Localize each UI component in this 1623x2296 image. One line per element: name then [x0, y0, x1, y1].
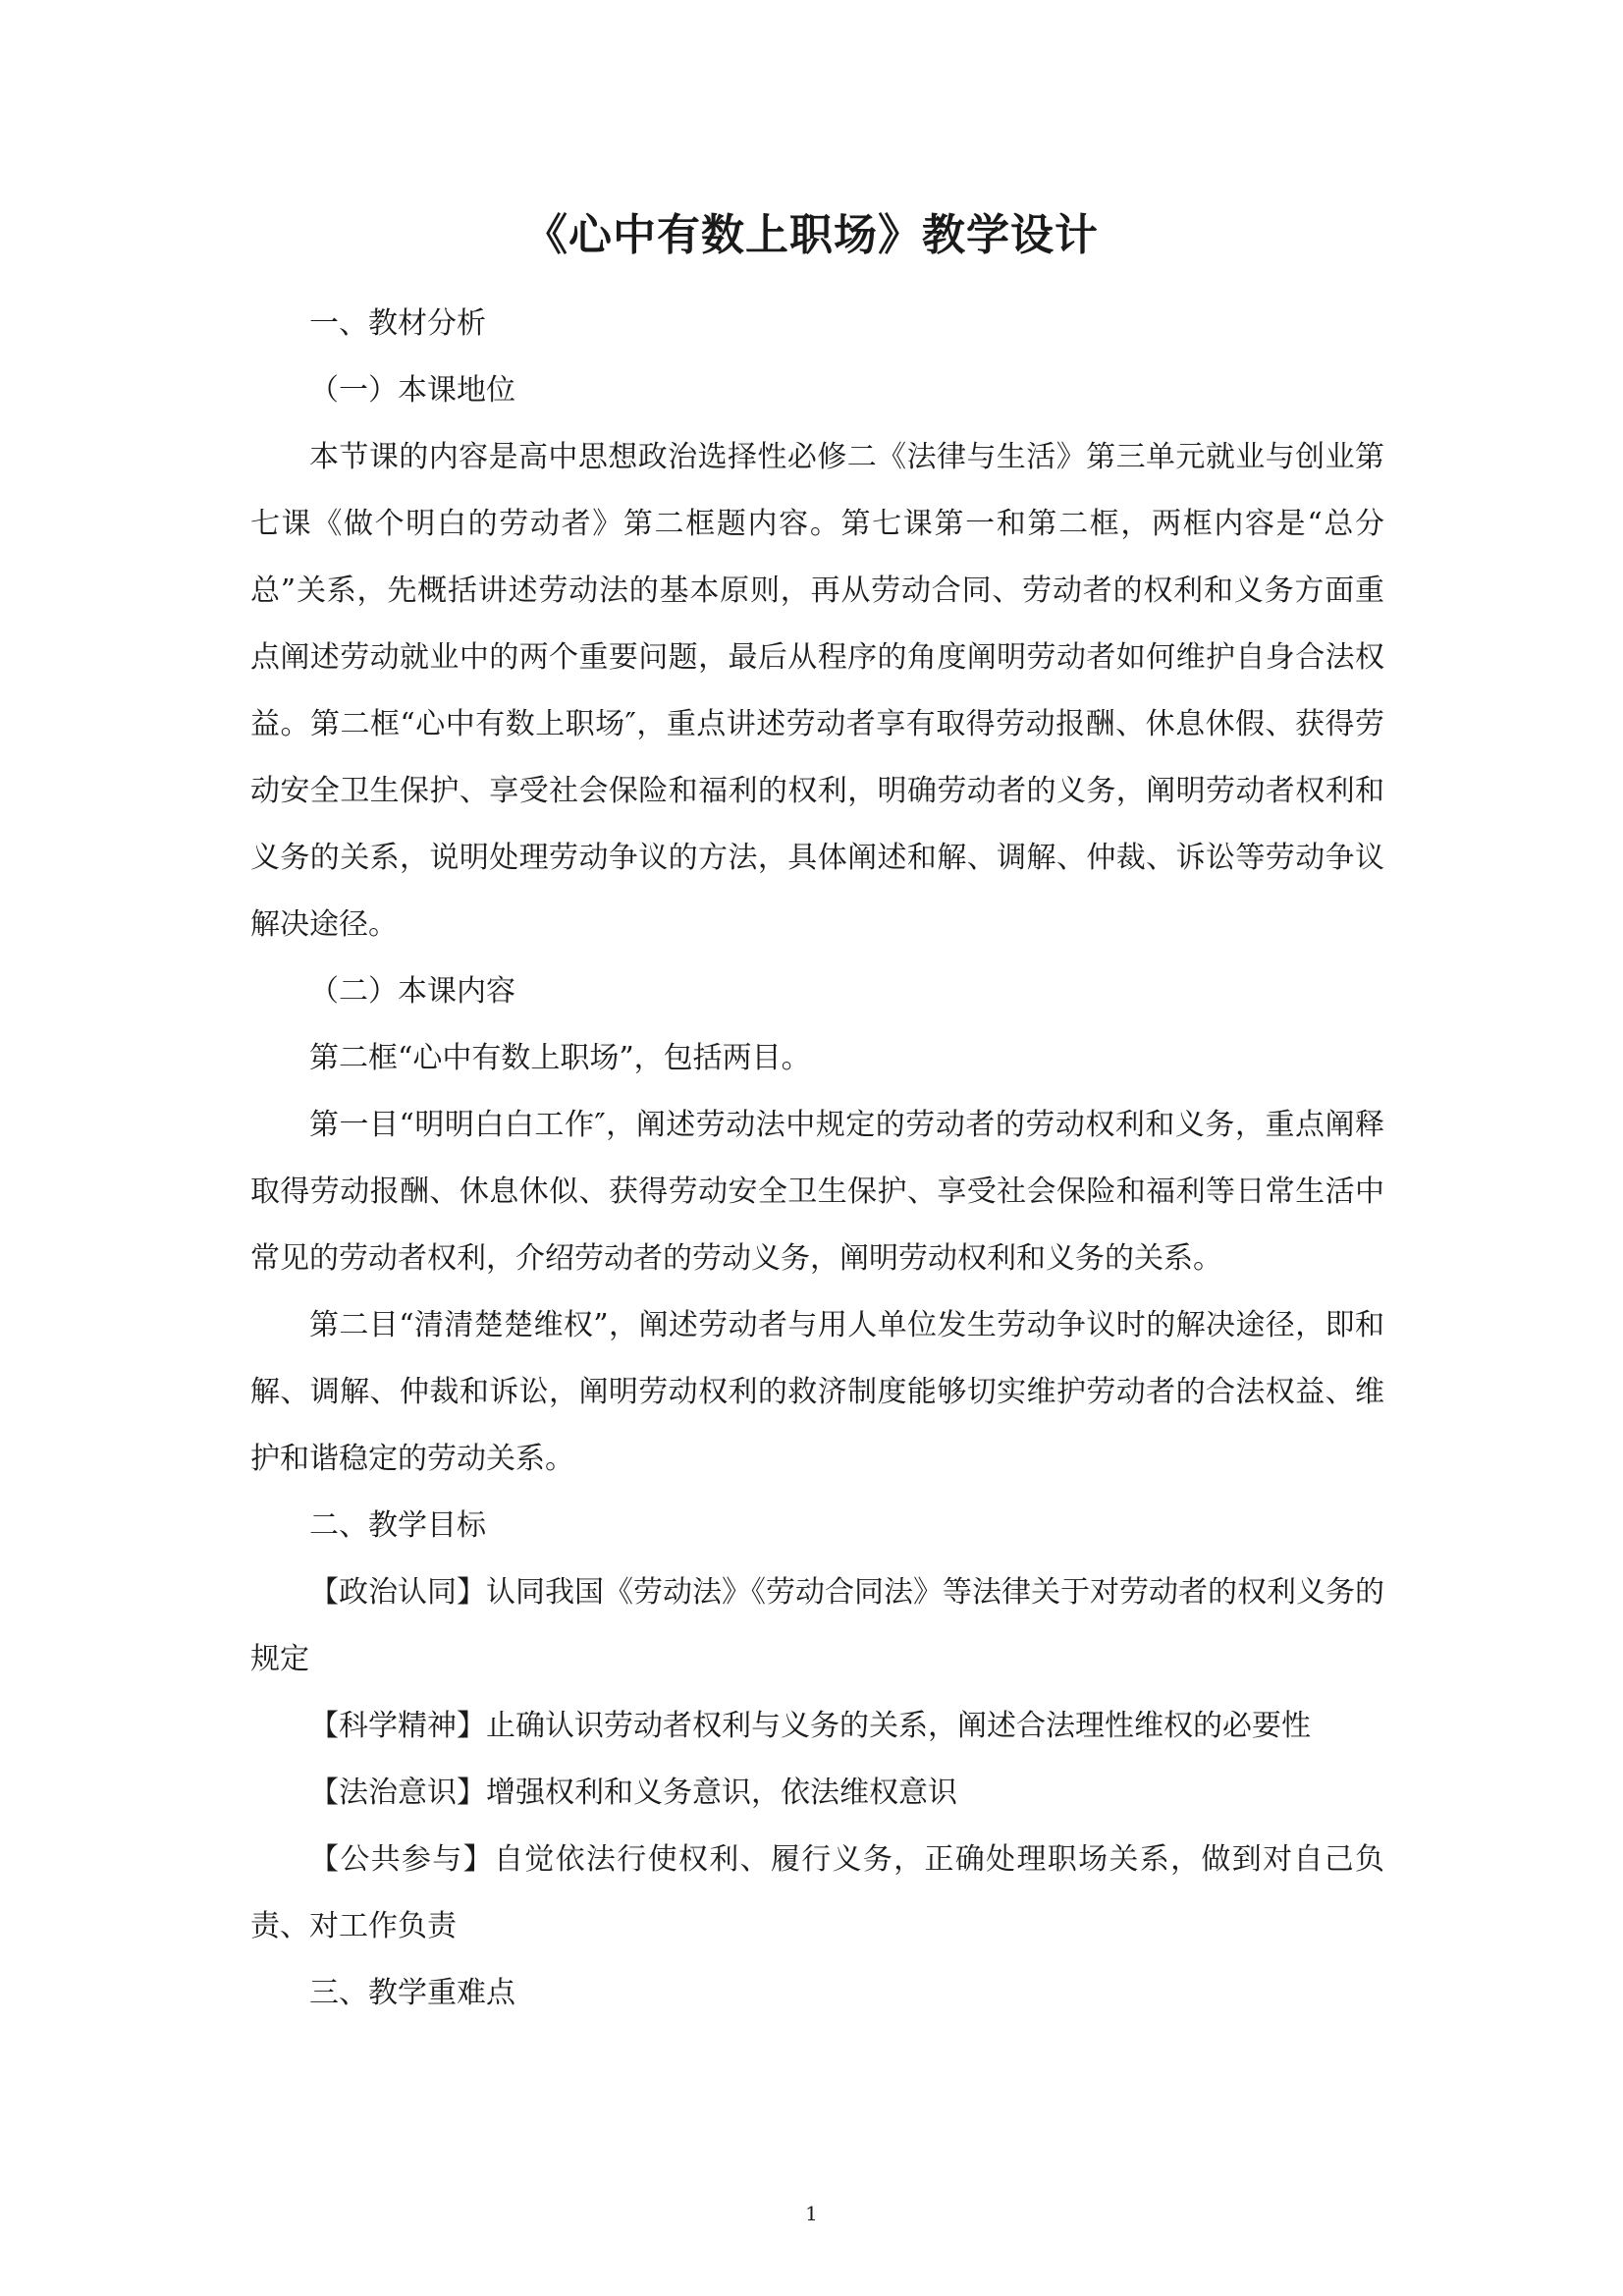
- goal-item: [250, 1760, 1384, 1827]
- paragraph-lesson-content-second-item: 第二目“清清楚楚维权”，阐述劳动者与用人单位发生劳动争议时的解决途径，即和解、调解、仲裁和诉讼，阐明劳动权利的救济制度能够切实维护劳动者的合法权益、维护和谐稳定的劳动关系。: [250, 1308, 1384, 1476]
- document-body: [250, 291, 1384, 2027]
- goal-text: 自觉依法行使权利、履行义务，正确处理职场关系，做到对自己负责、对工作负责: [250, 1842, 1385, 1943]
- goal-tag: 【科学精神】: [309, 1709, 486, 1743]
- paragraph-lesson-position: 本节课的内容是高中思想政治选择性必修二《法律与生活》第三单元就业与创业第七课《做个明白的劳动者》第二框题内容。第七课第一和第二框，两框内容是“总分总”关系，先概括讲述劳动法的基本原则，再从劳动合同、劳动者的权利和义务方面重点阐述劳动就业中的两个重要问题，最后从程序的角度阐明劳动者如何维护自身合法权益。第二框“心中有数上职场″，重点讲述劳动者享有取得劳动报酬、休息休假、获得劳动安全卫生保护、享受社会保险和福利的权利，明确劳动者的义务，阐明劳动者权利和义务的关系，说明处理劳动争议的方法，具体阐述和解、调解、仲裁、诉讼等劳动争议解决途径。: [250, 440, 1384, 942]
- goal-text: 认同我国《劳动法》《劳动合同法》等法律关于对劳动者的权利义务的规定: [250, 1575, 1384, 1676]
- goal-tag: 【公共参与】: [309, 1842, 494, 1877]
- subsection-heading-lesson-position: （一）本课地位: [309, 373, 515, 408]
- subsection-heading-lesson-content: （二）本课内容: [309, 974, 515, 1009]
- goal-item: [250, 1827, 1384, 1960]
- paragraph-lesson-content-intro: 第二框“心中有数上职场”，包括两目。: [309, 1041, 811, 1075]
- goal-tag: 【法治意识】: [309, 1776, 486, 1810]
- document-title: 《心中有数上职场》教学设计: [524, 210, 1099, 260]
- section-heading-teaching-goals: 二、教学目标: [309, 1508, 486, 1543]
- goal-text: 止确认识劳动者权利与义务的关系，阐述合法理性维权的必要性: [486, 1709, 1311, 1743]
- page-number: 1: [805, 2202, 818, 2225]
- section-heading-key-difficulties: 三、教学重难点: [309, 1976, 515, 2010]
- goal-item: [250, 1559, 1384, 1693]
- goal-tag: 【政治认同】: [309, 1575, 486, 1610]
- section-heading-textbook-analysis: 一、教材分析: [309, 306, 486, 341]
- goal-item: [250, 1693, 1384, 1760]
- paragraph-lesson-content-first-item: 第一目“明明白白工作″，阐述劳动法中规定的劳动者的劳动权利和义务，重点阐释取得劳动报酬、休息休似、获得劳动安全卫生保护、享受社会保险和福利等日常生活中常见的劳动者权利，介绍劳动者的劳动义务，阐明劳动权利和义务的关系。: [250, 1108, 1384, 1276]
- goal-text: 增强权利和义务意识，依法维权意识: [486, 1776, 957, 1810]
